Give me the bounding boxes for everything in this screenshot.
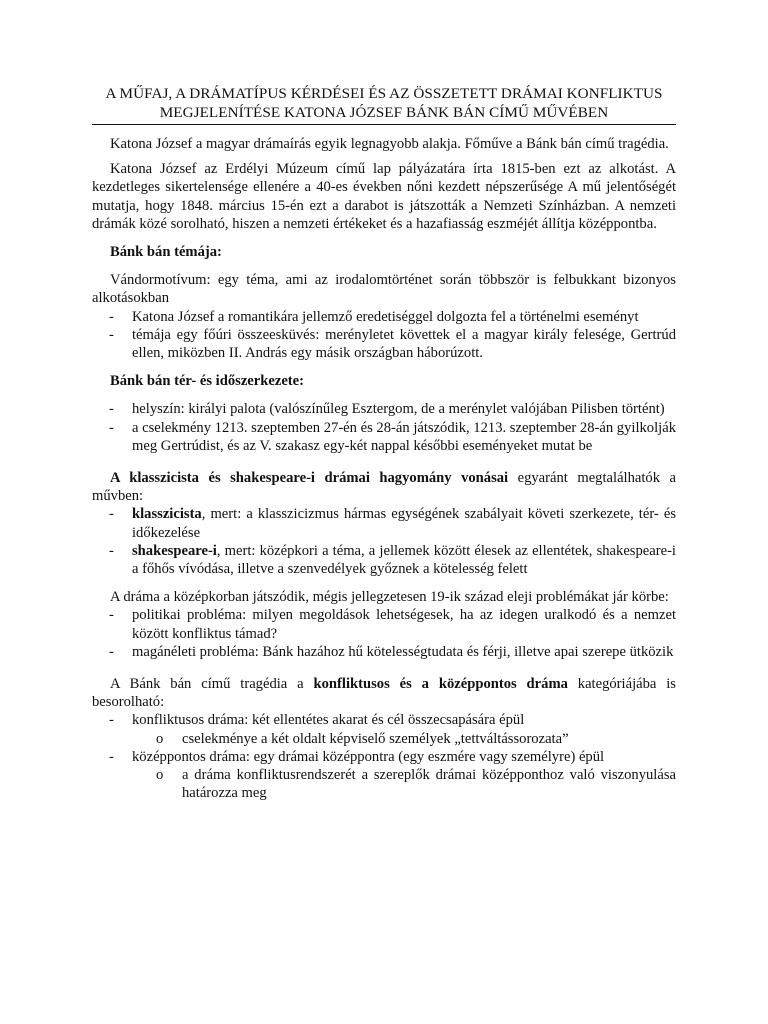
title-line-2: MEGJELENÍTÉSE KATONA JÓZSEF BÁNK BÁN CÍMŰ MŰVÉBEN <box>159 104 609 121</box>
setting-list <box>92 400 676 455</box>
list-item: - a cselekmény 1213. szeptemben 27-én és 28-án játszódik, 1213. szeptember 28-án gyilkolják meg Gertrúdist, és az V. szakasz egy-két nappal későbbi eseményeket mutat be <box>92 419 676 455</box>
document-title <box>92 84 676 125</box>
title-underline <box>92 124 676 125</box>
list-item-text: , mert: középkori a téma, a jellemek között élesek az ellentétek, shakespeare-i a főhős vívódása, illetve a szenvedélyek győznek a kötelesség felett <box>132 542 676 578</box>
theme-heading: Bánk bán témája: <box>110 244 222 261</box>
category-text-pre: A Bánk bán című tragédia a <box>110 676 314 693</box>
intro-paragraph-2: Katona József az Erdélyi Múzeum című lap pályázatára írta 1815-ben ezt az alkotást. A kezdetleges sikertelensége ellenére a 40-es években nőni kezdett népszerűsége A mű jelentőségét mutatja, hogy 1848. március 15-én ezt a darabot is játszották a Nemzeti Színházban. A nemzeti drámák közé sorolható, hiszen a nemzeti értékeket és a hazafiasság eszméjét állítja középpontba. <box>92 161 676 232</box>
theme-list <box>92 308 676 363</box>
tradition-bold: A klasszicista és shakespeare-i drámai hagyomány vonásai <box>110 470 509 487</box>
category-bold: konfliktusos és a középpontos dráma <box>313 676 568 693</box>
sub-list-item: o cselekménye a két oldalt képviselő személyek „tettváltássorozata” <box>92 730 676 748</box>
list-item: - konfliktusos dráma: két ellentétes akarat és cél összecsapására épül <box>92 711 676 729</box>
problems-paragraph: A dráma a középkorban játszódik, mégis jellegzetesen 19-ik század eleji problémákat jár körbe: <box>110 589 669 606</box>
category-list <box>92 711 676 802</box>
tradition-text: egyaránt megtalálhatók a művben: <box>92 470 676 505</box>
list-item-bold: klasszicista <box>132 506 202 523</box>
list-item-text: , mert: a klasszicizmus hármas egységének szabályait követi szerkezete, tér- és időkezelése <box>132 506 676 541</box>
category-text-post: kategóriájába is besorolható: <box>92 676 676 711</box>
category-paragraph <box>92 675 676 711</box>
tradition-paragraph <box>92 469 676 505</box>
sub-list-item: o a dráma konfliktusrendszerét a szereplők drámai középponthoz való viszonyulása határozza meg <box>92 766 676 802</box>
list-item <box>92 505 676 541</box>
list-item-bold: shakespeare-i <box>132 542 217 559</box>
title-line-1: A MŰFAJ, A DRÁMATÍPUS KÉRDÉSEI ÉS AZ ÖSSZETETT DRÁMAI KONFLIKTUS <box>105 85 663 102</box>
list-item: - középpontos dráma: egy drámai középpontra (egy eszmére vagy személyre) épül <box>92 748 676 766</box>
list-item: - témája egy főúri összeesküvés: merényletet követtek el a magyar király felesége, Gertrúd ellen, miközben II. András egy másik országban háborúzott. <box>92 326 676 362</box>
theme-paragraph: Vándormotívum: egy téma, ami az irodalomtörténet során többször is felbukkant bizonyos alkotásokban <box>92 272 676 307</box>
list-item: - helyszín: királyi palota (valószínűleg Esztergom, de a merénylet valójában Pilisben történt) <box>92 400 676 418</box>
problems-list <box>92 606 676 661</box>
list-item <box>92 542 676 578</box>
setting-heading: Bánk bán tér- és időszerkezete: <box>110 373 305 390</box>
list-item: - politikai probléma: milyen megoldások lehetségesek, ha az idegen uralkodó és a nemzet között konfliktus támad? <box>92 606 676 642</box>
list-item: - Katona József a romantikára jellemző eredetiséggel dolgozta fel a történelmi eseményt <box>92 308 676 326</box>
intro-paragraph-1: Katona József a magyar drámaírás egyik legnagyobb alakja. Főműve a Bánk bán című tragédia. <box>110 136 669 152</box>
list-item: - magánéleti probléma: Bánk hazához hű kötelességtudata és férji, illetve apai szerepe ütközik <box>92 643 676 661</box>
tradition-list <box>92 505 676 578</box>
